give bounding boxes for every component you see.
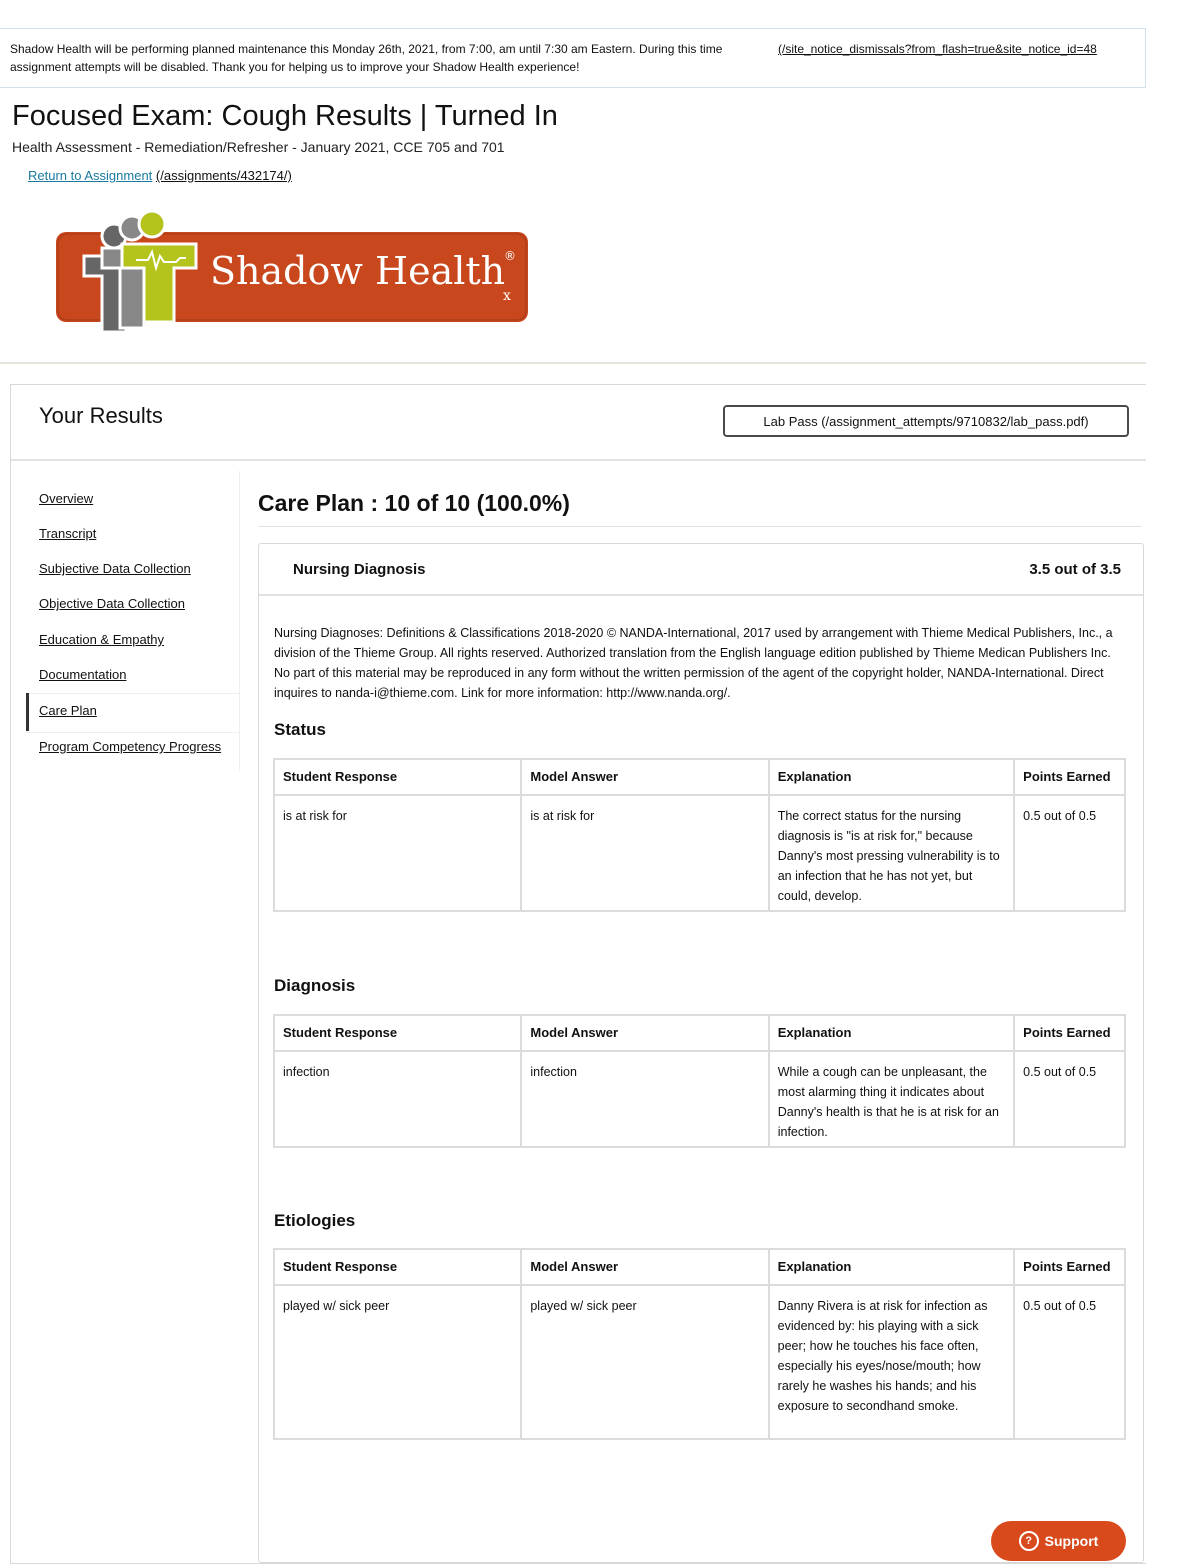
- column-header-student-response: Student Response: [274, 1015, 521, 1051]
- status-heading: Status: [274, 720, 326, 739]
- column-header-explanation: Explanation: [769, 759, 1014, 795]
- care-plan-divider: [258, 526, 1142, 527]
- model-answer-cell: infection: [521, 1051, 768, 1147]
- sidebar-item-subjective-data[interactable]: Subjective Data Collection: [39, 561, 191, 576]
- student-response-cell: is at risk for: [274, 795, 521, 911]
- points-earned-cell: 0.5 out of 0.5: [1014, 1285, 1125, 1439]
- site-notice: [0, 28, 1146, 88]
- diagnosis-table: [273, 1014, 1126, 1148]
- table-header-row: [274, 759, 1125, 795]
- logo-text: Shadow Health: [210, 249, 506, 293]
- column-header-student-response: Student Response: [274, 759, 521, 795]
- results-title: Your Results: [39, 403, 163, 428]
- site-notice-dismiss-link[interactable]: (/site_notice_dismissals?from_flash=true&site_notice_id=48: [778, 42, 1097, 56]
- nursing-diagnosis-score: 3.5 out of 3.5: [1029, 561, 1121, 578]
- site-notice-message: Shadow Health will be performing planned maintenance this Monday 26th, 2021, from 7:00, am until 7:30 am Eastern. During this time assignment attempts will be disabled. Thank you for helping us to improve your Shadow Health experience!: [10, 42, 723, 74]
- sidebar-item-documentation[interactable]: Documentation: [39, 667, 127, 682]
- sidebar-item-overview[interactable]: Overview: [39, 491, 94, 506]
- diagnosis-heading: Diagnosis: [274, 976, 356, 995]
- support-button[interactable]: [991, 1521, 1126, 1561]
- model-answer-cell: is at risk for: [521, 795, 768, 911]
- column-header-points-earned: Points Earned: [1014, 1015, 1125, 1051]
- support-label: Support: [1044, 1533, 1099, 1549]
- nursing-diagnosis-header: [259, 544, 1143, 596]
- explanation-cell: While a cough can be unpleasant, the most alarming thing it indicates about Danny's health is that he is at risk for an infection.: [769, 1051, 1014, 1147]
- status-table: [273, 758, 1126, 912]
- return-to-assignment-link[interactable]: Return to Assignment: [28, 168, 153, 183]
- explanation-cell: Danny Rivera is at risk for infection as evidenced by: his playing with a sick peer; how he touches his face often, especially his eyes/nose/mouth; how rarely he washes his hands; and his exposure to secondhand smoke.: [769, 1285, 1015, 1439]
- nanda-copyright-text: Nursing Diagnoses: Definitions & Classifications 2018-2020 © NANDA-International, 2017 used by arrangement with Thieme Medical Publishers, Inc., a division of the Thieme Group. All rights reserved. Authorized translation from the English language edition published by Thieme Medican Publishers Inc. No part of this material may be reproduced in any form without the written permission of the agent of the copyright holder, NANDA-International. Direct inquires to nanda-i@thieme.com. Link for more information: http://www.nanda.org/.: [274, 626, 1113, 700]
- sidebar-item-transcript[interactable]: Transcript: [39, 526, 97, 541]
- etiologies-table: [273, 1248, 1126, 1440]
- sidebar-item-education-empathy[interactable]: Education & Empathy: [39, 632, 165, 647]
- page-title: Focused Exam: Cough Results | Turned In: [12, 100, 558, 132]
- table-row: [274, 1285, 1125, 1439]
- column-header-student-response: Student Response: [274, 1249, 521, 1285]
- points-earned-cell: 0.5 out of 0.5: [1014, 1051, 1125, 1147]
- sidebar-item-program-competency[interactable]: Program Competency Progress: [39, 739, 222, 754]
- table-header-row: [274, 1015, 1125, 1051]
- nursing-diagnosis-title: Nursing Diagnosis: [293, 561, 426, 578]
- sidebar-active-indicator: [26, 693, 29, 731]
- explanation-cell: The correct status for the nursing diagnosis is "is at risk for," because Danny's most pressing vulnerability is to an infection that he has not yet, but could, develop.: [769, 795, 1014, 911]
- student-response-cell: infection: [274, 1051, 521, 1147]
- sidebar-item-care-plan[interactable]: Care Plan: [39, 703, 97, 718]
- column-header-points-earned: Points Earned: [1014, 1249, 1125, 1285]
- logo-registered: ®: [504, 249, 516, 263]
- column-header-explanation: Explanation: [769, 1249, 1015, 1285]
- column-header-model-answer: Model Answer: [521, 1249, 768, 1285]
- results-header: [11, 385, 1146, 461]
- column-header-model-answer: Model Answer: [521, 759, 768, 795]
- course-subtitle: Health Assessment - Remediation/Refresher - January 2021, CCE 705 and 701: [12, 139, 505, 155]
- lab-pass-button[interactable]: Lab Pass (/assignment_attempts/9710832/lab_pass.pdf): [723, 405, 1129, 437]
- return-to-assignment-path[interactable]: (/assignments/432174/): [155, 168, 292, 183]
- logo-rx: x: [503, 288, 511, 304]
- question-circle-icon: ?: [1019, 1531, 1039, 1551]
- shadow-health-logo: [52, 208, 532, 338]
- etiologies-heading: Etiologies: [274, 1211, 356, 1230]
- model-answer-cell: played w/ sick peer: [521, 1285, 768, 1439]
- care-plan-title: Care Plan : 10 of 10 (100.0%): [258, 490, 570, 516]
- return-to-assignment[interactable]: [28, 168, 292, 183]
- results-sidebar: [11, 471, 240, 771]
- header-divider: [0, 362, 1146, 364]
- sidebar-item-objective-data[interactable]: Objective Data Collection: [39, 596, 185, 611]
- column-header-model-answer: Model Answer: [521, 1015, 768, 1051]
- points-earned-cell: 0.5 out of 0.5: [1014, 795, 1125, 911]
- table-header-row: [274, 1249, 1125, 1285]
- column-header-explanation: Explanation: [769, 1015, 1014, 1051]
- student-response-cell: played w/ sick peer: [274, 1285, 521, 1439]
- table-row: [274, 795, 1125, 911]
- table-row: [274, 1051, 1125, 1147]
- column-header-points-earned: Points Earned: [1014, 759, 1125, 795]
